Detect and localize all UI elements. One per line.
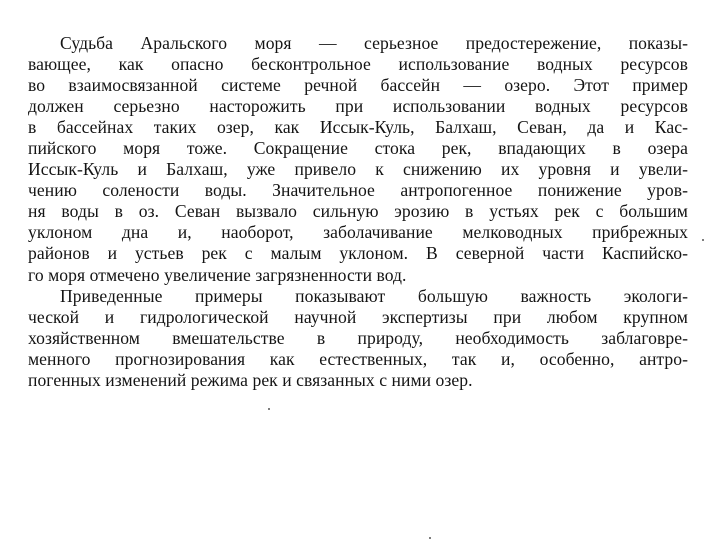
scan-speck — [429, 537, 431, 539]
text-line: Приведенные примеры показывают большую важность экологи- — [60, 285, 688, 306]
text-line: Судьба Аральского моря — серьезное предостережение, показы- — [60, 33, 688, 53]
text-line: хозяйственном вмешательстве в природу, необходимость заблаговре- — [28, 327, 688, 348]
text-line: чению солености воды. Значительное антропогенное понижение уров- — [28, 180, 688, 201]
text-body — [28, 33, 688, 391]
text-line: уклоном дна и, наоборот, заболачивание мелководных прибрежных — [28, 222, 688, 243]
text-line: пийского моря тоже. Сокращение стока рек, впадающих в озера — [28, 138, 688, 159]
scan-speck — [702, 239, 704, 241]
text-line: в бассейнах таких озер, как Иссык-Куль, Балхаш, Севан, да и Кас- — [28, 117, 688, 138]
text-line: Иссык-Куль и Балхаш, уже привело к снижению их уровня и увели- — [28, 159, 688, 180]
text-line: погенных изменений режима рек и связанных с ними озер. — [28, 369, 473, 390]
text-line: го моря отмечено увеличение загрязненности вод. — [28, 264, 407, 285]
text-line: ня воды в оз. Севан вызвало сильную эрозию в устьях рек с большим — [28, 201, 688, 222]
text-line: должен серьезно насторожить при использовании водных ресурсов — [28, 96, 688, 117]
scan-speck — [268, 408, 270, 410]
text-line: менного прогнозирования как естественных, так и, особенно, антро- — [28, 348, 688, 369]
text-line: ческой и гидрологической научной экспертизы при любом крупном — [28, 306, 688, 327]
text-line: вающее, как опасно бесконтрольное использование водных ресурсов — [28, 54, 688, 75]
paragraph-examples — [28, 286, 688, 391]
text-line: районов и устьев рек с малым уклоном. В северной части Каспийско- — [28, 243, 688, 264]
text-line: во взаимосвязанной системе речной бассейн — озеро. Этот пример — [28, 75, 688, 96]
paragraph-aral-sea — [28, 33, 688, 286]
